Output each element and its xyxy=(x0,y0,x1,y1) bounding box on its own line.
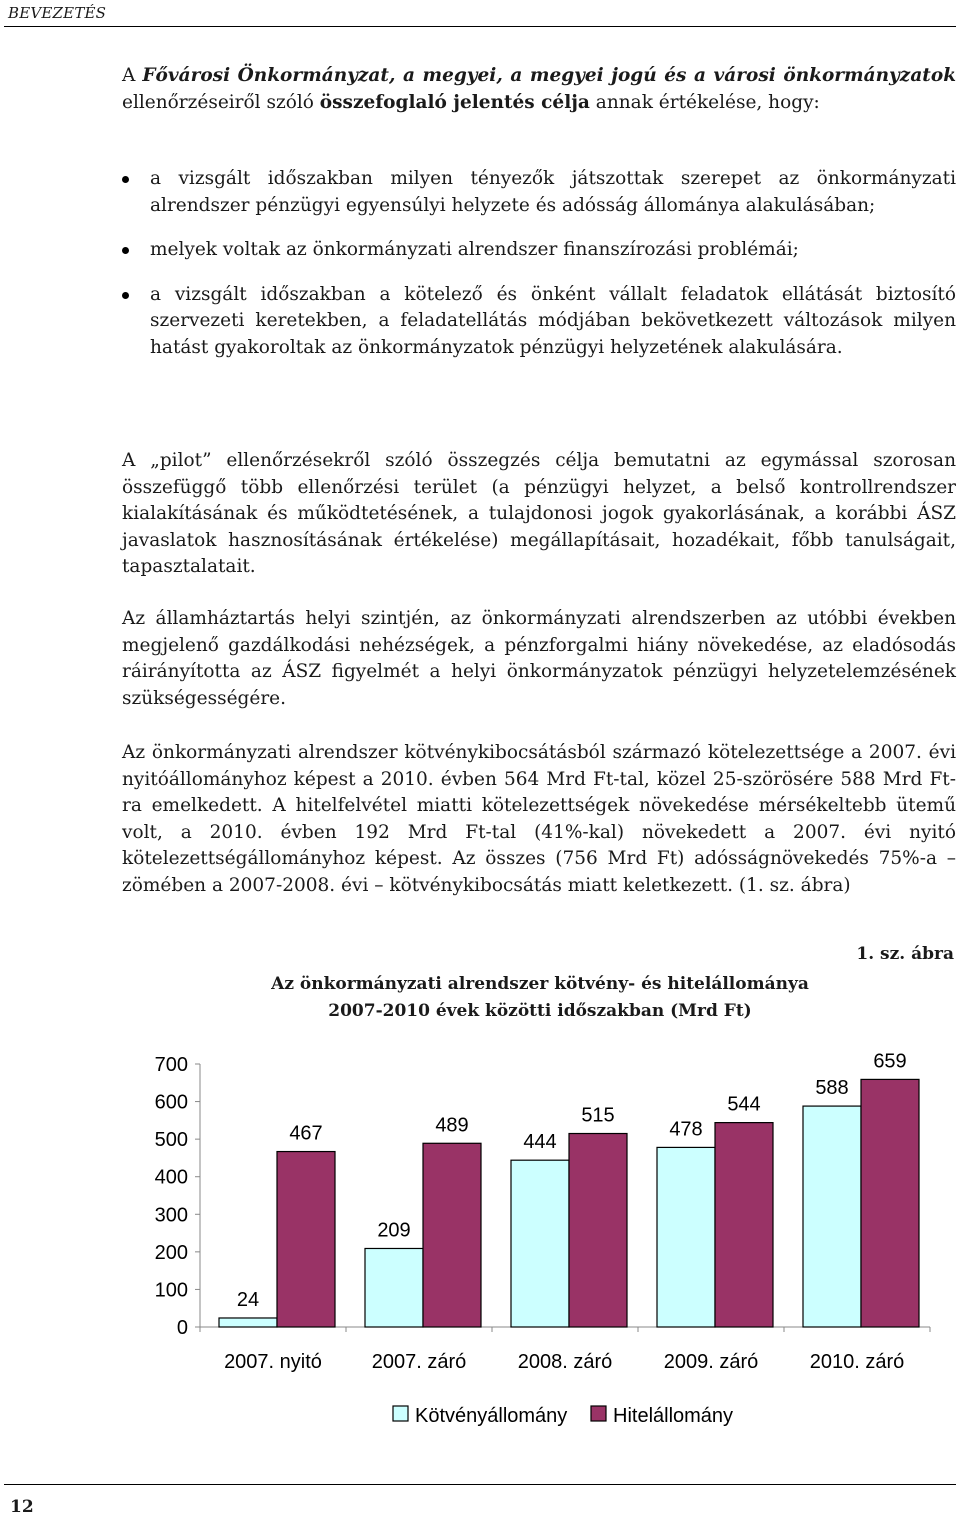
intro-text-1: A xyxy=(122,65,143,86)
loan-bar xyxy=(423,1143,481,1327)
bar-data-label: 467 xyxy=(289,1122,323,1145)
figure-title: Az önkormányzati alrendszer kötvény- és hitelállománya 2007-2010 évek közötti időszakban (Mrd Ft) xyxy=(271,974,809,1021)
bar-data-label: 478 xyxy=(669,1118,703,1141)
y-tick-label: 300 xyxy=(154,1204,188,1227)
x-category-label: 2008. záró xyxy=(517,1351,613,1373)
loan-bar xyxy=(715,1123,773,1327)
x-category-label: 2010. záró xyxy=(809,1351,905,1373)
header-rule xyxy=(4,26,956,27)
body-paragraph: Az államháztartás helyi szintjén, az önkormányzati alrendszerben az utóbbi években megjelenő gazdálkodási nehézségek, a pénzforgalmi hiány növekedése, az eladósodás ráirányította az ÁSZ figyelmét a helyi önkormányzatok pénzügyi helyzetelemzésének szükségességére. xyxy=(122,608,956,709)
bar-data-label: 209 xyxy=(377,1219,411,1242)
section-header: BEVEZETÉS xyxy=(8,4,107,22)
x-category-label: 2009. záró xyxy=(663,1351,759,1373)
bar-data-label: 24 xyxy=(236,1288,260,1311)
y-tick-label: 700 xyxy=(154,1054,188,1076)
goal-list xyxy=(122,166,956,379)
intro-paragraph xyxy=(122,63,956,116)
bar-data-label: 544 xyxy=(727,1093,761,1116)
intro-emphasis-1: Fővárosi Önkormányzat, a megyei, a megyei jogú és a városi önkormányzatok xyxy=(142,65,957,86)
bar-data-label: 489 xyxy=(435,1114,469,1137)
intro-text-3: annak értékelése, hogy: xyxy=(589,91,820,113)
y-tick-label: 400 xyxy=(154,1166,188,1189)
x-category-label: 2007. nyitó xyxy=(224,1351,322,1373)
bond-bar xyxy=(803,1106,861,1327)
legend-loan-swatch xyxy=(591,1406,606,1421)
intro-emphasis-2: összefoglaló jelentés célja xyxy=(319,91,590,113)
goal-list-item: melyek voltak az önkormányzati alrendszer finanszírozási problémái; xyxy=(122,237,956,264)
figure-label: 1. sz. ábra xyxy=(856,944,954,964)
y-tick-label: 600 xyxy=(154,1091,188,1114)
goal-list-item: a vizsgált időszakban milyen tényezők játszottak szerepet az önkormányzati alrendszer pénzügyi egyensúlyi helyzete és adósság állománya alakulásában; xyxy=(122,166,956,219)
bar-data-label: 444 xyxy=(523,1131,557,1154)
bond-bar xyxy=(657,1147,715,1327)
loan-bar xyxy=(277,1152,335,1327)
body-paragraph: Az önkormányzati alrendszer kötvénykibocsátásból származó kötelezettsége a 2007. évi nyitóállományhoz képest a 2010. évben 564 Mrd Ft-tal, közel 25-szörösére 588 Mrd Ft-ra emelkedett. A hitelfelvétel miatti kötelezettségek növekedése mérsékeltebb ütemű volt, a 2010. évben 192 Mrd Ft-tal (41%-kal) növekedett a 2007. évi nyitó kötelezettségállományhoz képest. Az összes (756 Mrd Ft) adósságnövekedés 75%-a – zömében a 2007-2008. évi – kötvénykibocsátás miatt keletkezett. (1. sz. ábra) xyxy=(122,742,956,896)
legend-label: Hitelállomány xyxy=(613,1405,734,1427)
y-tick-label: 100 xyxy=(154,1279,188,1302)
x-category-label: 2007. záró xyxy=(371,1351,467,1373)
bar-data-label: 659 xyxy=(873,1050,907,1073)
bond-bar xyxy=(365,1248,423,1327)
bond-bar xyxy=(511,1160,569,1327)
bar-data-label: 588 xyxy=(815,1077,849,1100)
bar-data-label: 515 xyxy=(581,1104,615,1127)
y-tick-label: 500 xyxy=(154,1129,188,1152)
y-tick-label: 200 xyxy=(154,1241,188,1264)
y-tick-label: 0 xyxy=(176,1317,188,1339)
page-number: 12 xyxy=(10,1497,34,1517)
goal-list-item: a vizsgált időszakban a kötelező és önként vállalt feladatok ellátását biztosító szervezeti keretekben, a feladatellátás módjában bekövetkezett változások milyen hatást gyakoroltak az önkormányzatok pénzügyi helyzetének alakulására. xyxy=(122,282,956,362)
bullet-icon xyxy=(122,247,129,254)
bullet-icon xyxy=(122,176,129,183)
loan-bar xyxy=(569,1134,627,1327)
legend-label: Kötvényállomány xyxy=(415,1405,568,1427)
bullet-icon xyxy=(122,292,129,299)
intro-text-2: ellenőrzéseiről szóló xyxy=(122,91,320,113)
body-paragraph: A „pilot” ellenőrzésekről szóló összegzés célja bemutatni az egymással szorosan összefüggő több ellenőrzési terület (a pénzügyi helyzet, a belső kontrollrendszer kialakításának és működtetésének, a tulajdonosi jogok gyakorlásának, a korábbi ÁSZ javaslatok hasznosításának értékelése) megállapításait, hozadékait, főbb tanulságait, tapasztalatait. xyxy=(122,450,956,577)
bond-loan-bar-chart xyxy=(0,1030,960,1450)
bond-bar xyxy=(219,1318,277,1327)
footer-rule xyxy=(4,1484,956,1485)
loan-bar xyxy=(861,1079,919,1327)
legend-bond-swatch xyxy=(393,1406,408,1421)
